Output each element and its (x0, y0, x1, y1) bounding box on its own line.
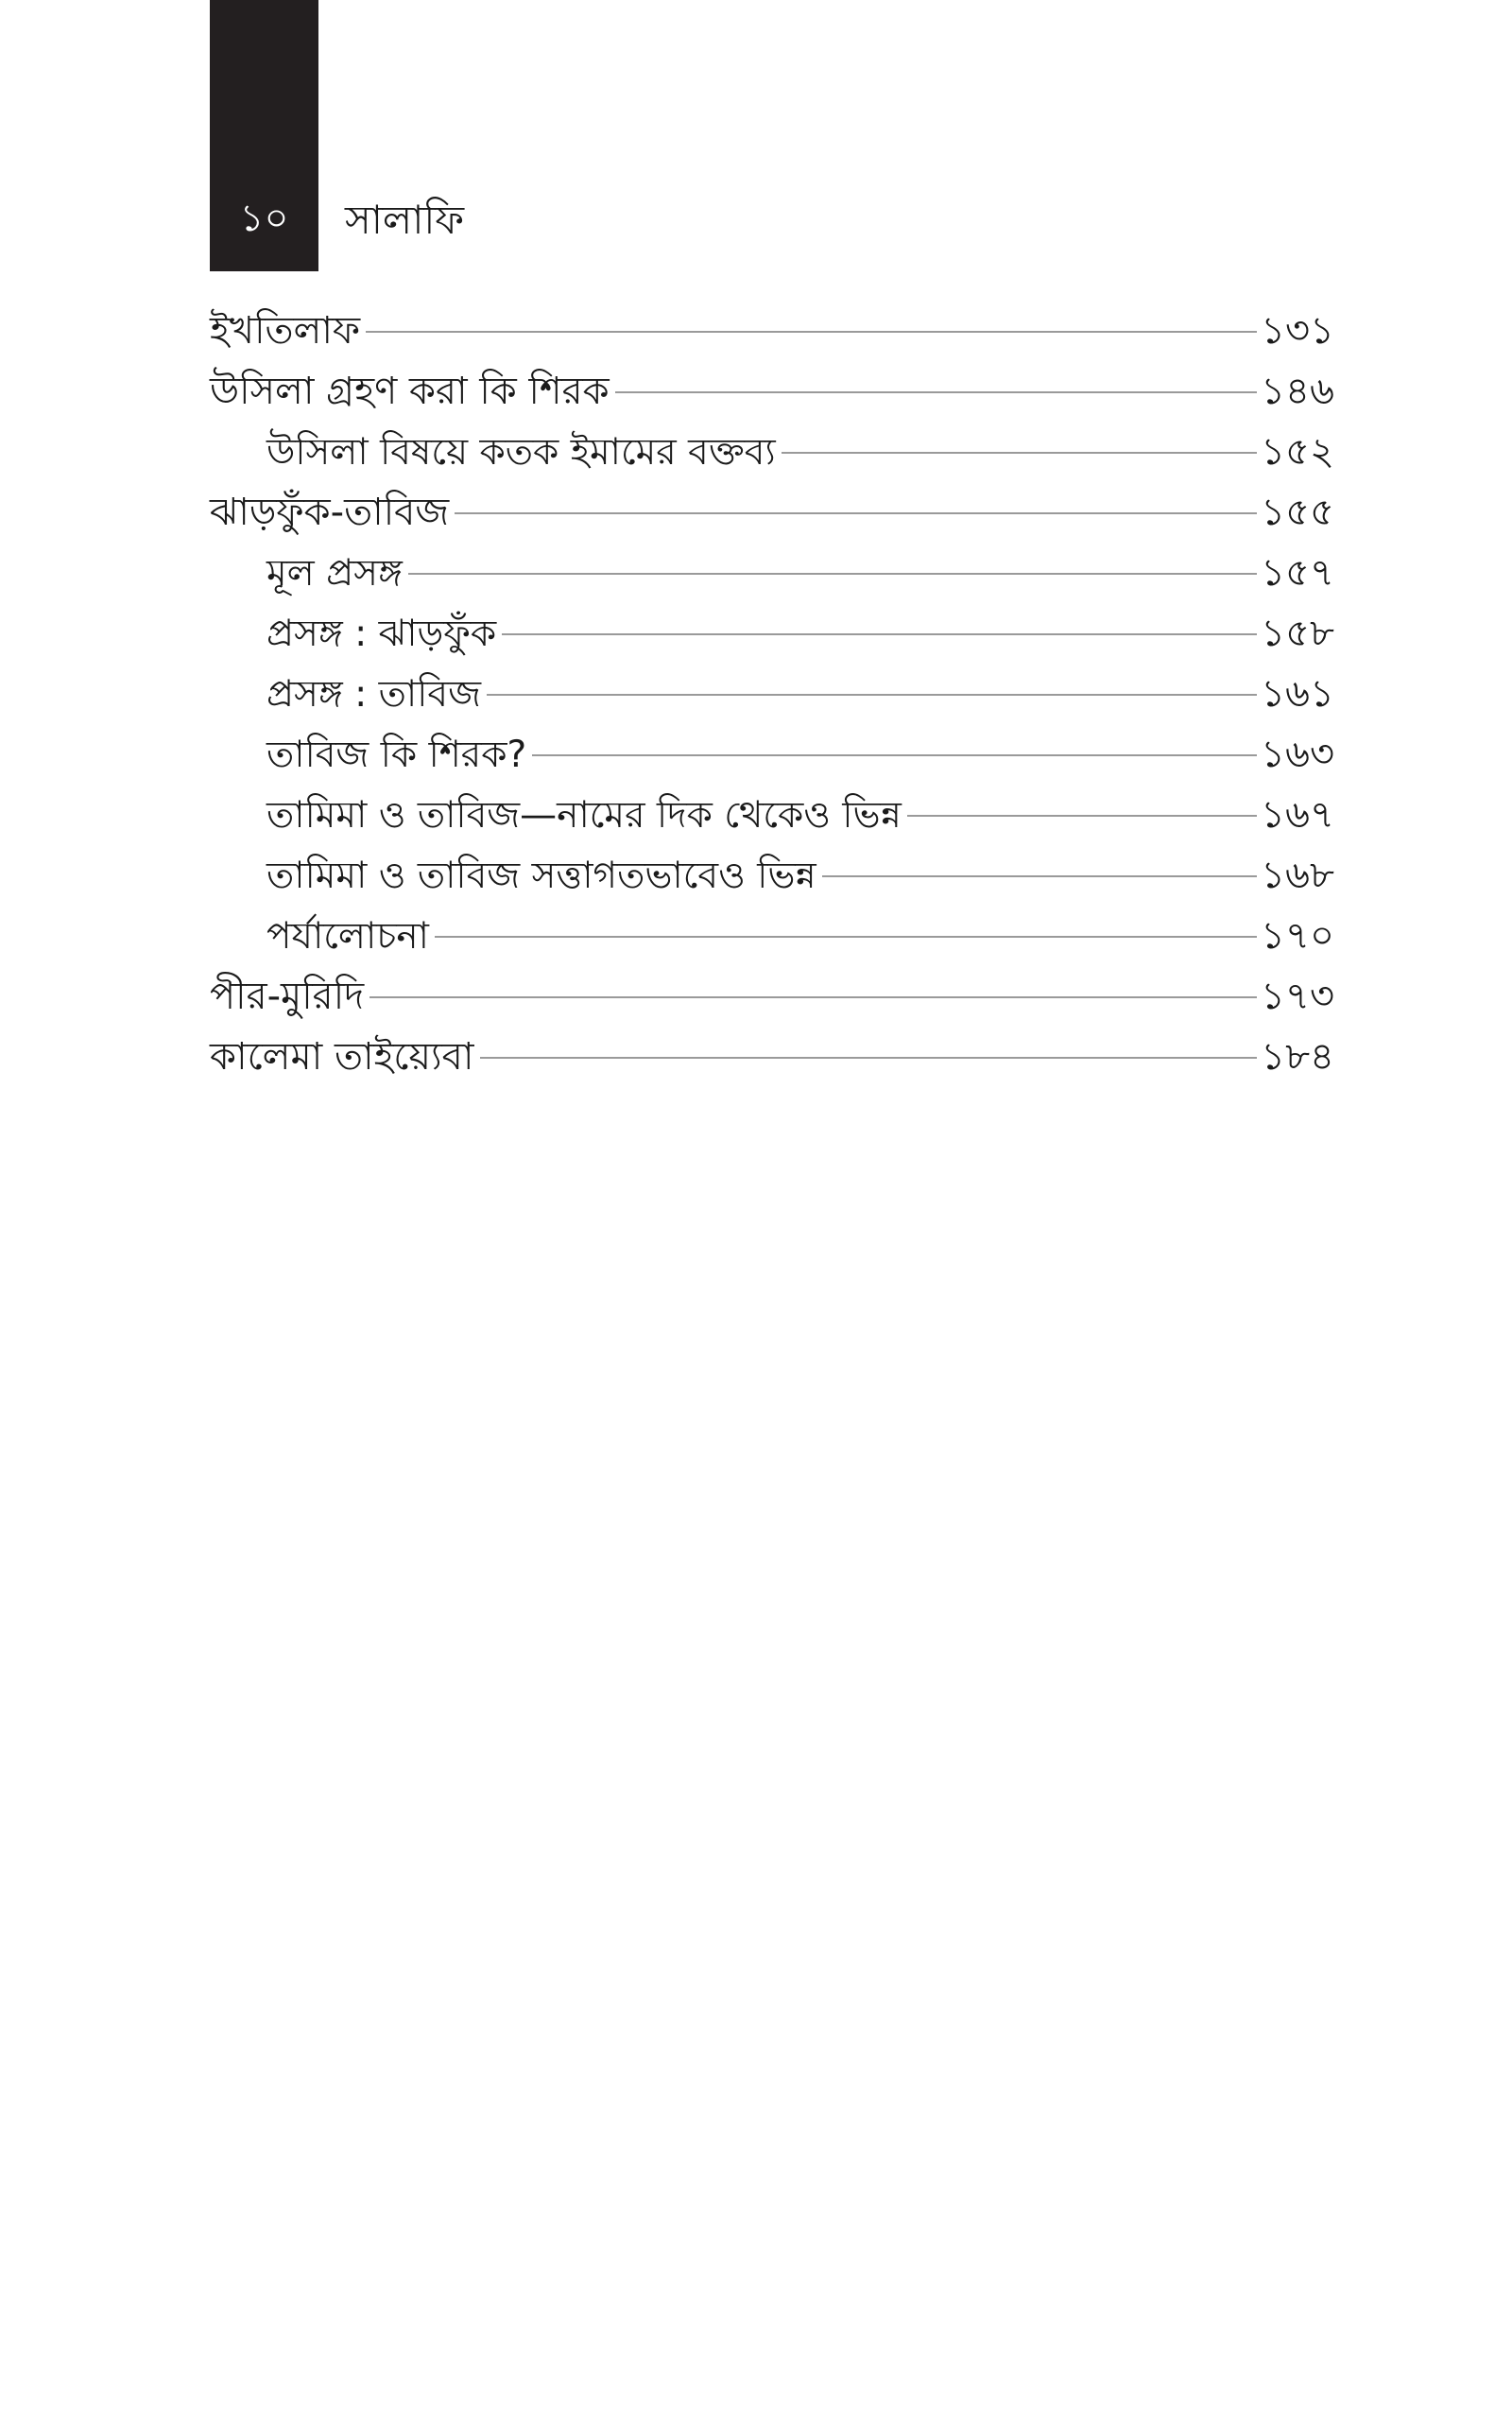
dot-leader (366, 331, 1257, 333)
toc-entry-page: ১৬৩ (1261, 733, 1334, 776)
toc-entry[interactable] (210, 422, 1334, 482)
toc-entry[interactable] (210, 845, 1334, 906)
toc-entry-page: ১৮৪ (1261, 1035, 1334, 1079)
dot-leader (532, 754, 1257, 756)
toc-entry-page: ১৫৮ (1261, 612, 1334, 655)
dot-leader (487, 694, 1257, 696)
toc-entry-title: প্রসঙ্গ : ঝাড়ফুঁক (266, 613, 497, 655)
toc-entry-title: উসিলা গ্রহণ করা কি শিরক (210, 370, 610, 413)
toc-entry[interactable] (210, 1027, 1334, 1087)
toc-entry-title: পীর-মুরিদি (210, 975, 365, 1018)
toc-entry-page: ১৬৮ (1261, 854, 1334, 897)
toc-entry-title: উসিলা বিষয়ে কতক ইমামের বক্তব্য (266, 431, 776, 474)
toc-entry-page: ১৫৭ (1261, 551, 1334, 595)
dot-leader (822, 875, 1257, 877)
dot-leader (455, 512, 1257, 514)
toc-entry-title: কালেমা তাইয়্যেবা (210, 1035, 474, 1079)
toc-entry-page: ১৫২ (1261, 430, 1334, 474)
toc-entry[interactable] (210, 361, 1334, 422)
toc-entry-title: তামিমা ও তাবিজ—নামের দিক থেকেও ভিন্ন (266, 794, 902, 837)
toc-entry-page: ১৭৩ (1261, 975, 1334, 1018)
toc-entry[interactable] (210, 724, 1334, 785)
toc-entry-page: ১৬৭ (1261, 793, 1334, 837)
toc-entry[interactable] (210, 966, 1334, 1027)
toc-entry-title: ঝাড়ফুঁক-তাবিজ (210, 491, 450, 534)
dot-leader (615, 391, 1258, 393)
toc-entry-page: ১৫৫ (1261, 491, 1334, 534)
running-title: সালাফি (345, 197, 465, 243)
toc-entry-title: পর্যালোচনা (266, 915, 429, 958)
page-number: ১০ (239, 197, 289, 240)
dot-leader (480, 1057, 1258, 1059)
toc-entry[interactable] (210, 664, 1334, 724)
page-number-block (210, 0, 318, 271)
dot-leader (907, 815, 1257, 817)
toc-entry-page: ১৭০ (1261, 914, 1334, 958)
toc-entry-title: মূল প্রসঙ্গ (266, 552, 403, 595)
toc-entry-page: ১৪৬ (1261, 370, 1334, 413)
toc-entry[interactable] (210, 906, 1334, 966)
dot-leader (782, 452, 1257, 454)
toc-entry-title: তামিমা ও তাবিজ সত্তাগতভাবেও ভিন্ন (266, 855, 816, 897)
toc-entry[interactable] (210, 482, 1334, 543)
toc-entry-title: তাবিজ কি শিরক? (266, 734, 527, 776)
dot-leader (435, 936, 1257, 938)
toc-entry[interactable] (210, 301, 1334, 361)
dot-leader (408, 573, 1257, 575)
toc-entry[interactable] (210, 543, 1334, 603)
toc-entry-title: ইখতিলাফ (210, 309, 361, 353)
toc-entry-title: প্রসঙ্গ : তাবিজ (266, 673, 481, 716)
toc-entry[interactable] (210, 603, 1334, 664)
toc-entry-page: ১৬১ (1261, 672, 1334, 716)
toc-entry-page: ১৩১ (1261, 309, 1334, 353)
dot-leader (502, 633, 1257, 635)
table-of-contents (210, 301, 1334, 1087)
dot-leader (369, 996, 1257, 998)
toc-entry[interactable] (210, 785, 1334, 845)
